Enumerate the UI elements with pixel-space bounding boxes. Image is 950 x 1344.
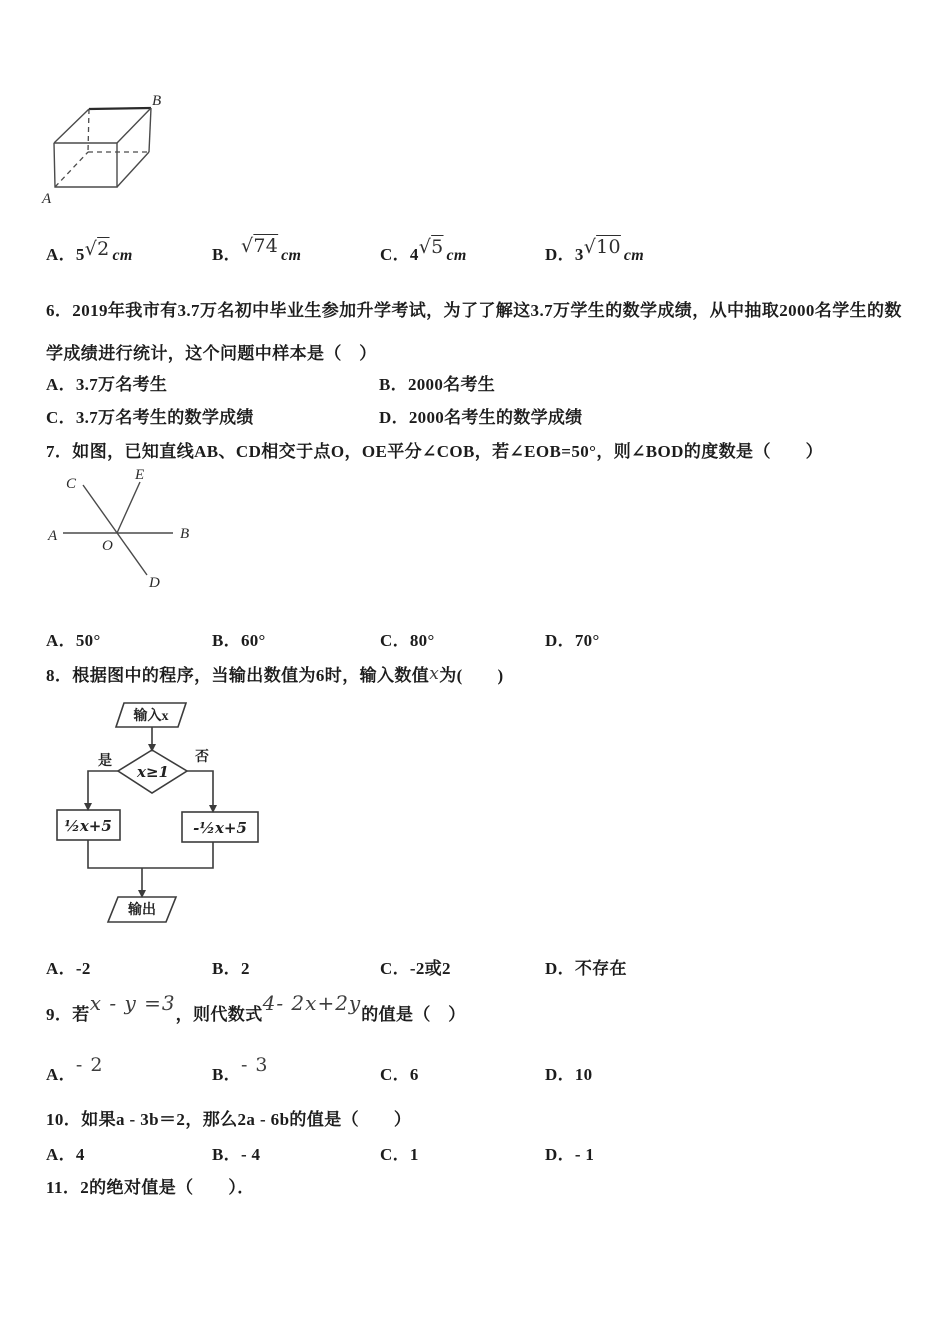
q8-text (46, 661, 504, 686)
q8-option-a: A．-2 (46, 959, 91, 978)
q10-text: 10．如果a - 3b＝2，那么2a - 6b的值是（ ） (46, 1110, 412, 1129)
q5-option-c-coef: 4 (409, 245, 419, 264)
q5-option-b (212, 235, 302, 265)
q5-option-a-coef: 5 (75, 245, 85, 264)
cuboid-vertex-b-label: B (152, 93, 162, 109)
q9-text-p1: 9．若 (46, 1005, 90, 1024)
flow-output-label: 输出 (128, 903, 156, 918)
q6-text-line1: 6．2019年我市有3.7万名初中毕业生参加升学考试，为了了解这3.7万学生的数学成绩，从中抽取2000名学生的数 (46, 301, 902, 320)
q6-text-line2: 学成绩进行统计，这个问题中样本是（ ） (46, 344, 377, 363)
q9-math-expression: 4- 2x+2y (262, 991, 362, 1015)
q9-option-a-letter: A． (46, 1065, 76, 1084)
q5-option-b-sqrt: √74 (240, 235, 279, 257)
q10-option-b: B．- 4 (212, 1145, 261, 1164)
q5-option-b-unit: cm (281, 247, 302, 264)
q8-option-c: C．-2或2 (380, 959, 451, 978)
q5-option-d (545, 236, 645, 265)
q5-option-c-letter: C． (380, 245, 410, 264)
q5-option-a (46, 240, 133, 265)
q9-option-b-value: - 3 (240, 1054, 269, 1076)
q5-option-a-sqrt: √2 (84, 238, 110, 260)
q5-option-d-unit: cm (623, 247, 645, 264)
program-flowchart (50, 695, 280, 940)
q8-option-b: B．2 (212, 959, 250, 978)
q7-option-a: A．50° (46, 631, 101, 650)
q7-option-d: D．70° (545, 631, 600, 650)
q9-option-d: D．10 (545, 1065, 593, 1084)
q9-text-p2: ，则代数式 (175, 1005, 263, 1024)
q8-option-d: D．不存在 (545, 959, 627, 978)
q8-text-after: 为( ) (439, 666, 504, 685)
q5-option-d-coef: 3 (574, 245, 584, 264)
q6-option-c: C．3.7万名考生的数学成绩 (46, 408, 254, 427)
q5-option-c (380, 236, 467, 265)
q9-option-c: C．6 (380, 1065, 419, 1084)
q11-text: 11．2的绝对值是（ ）． (46, 1178, 255, 1197)
q5-option-a-unit: cm (112, 247, 133, 264)
q10-option-d: D．- 1 (545, 1145, 595, 1164)
q6-option-b: B．2000名考生 (379, 375, 496, 394)
q7-label-o: O (102, 538, 113, 554)
q9-option-b (212, 1054, 269, 1085)
cuboid-vertex-a-label: A (42, 191, 52, 207)
q5-option-c-sqrt: √5 (418, 236, 444, 258)
q7-label-a: A (48, 528, 58, 544)
q5-option-d-letter: D． (545, 245, 575, 264)
q8-text-var-x: x (429, 664, 440, 684)
q5-option-d-sqrt: √10 (583, 236, 621, 258)
q8-text-before: 8．根据图中的程序，当输出数值为6时，输入数值 (46, 666, 430, 685)
intersecting-lines-figure (40, 465, 280, 605)
q9-option-a-value: - 2 (75, 1054, 104, 1076)
flow-right-formula: -½x+5 (193, 819, 247, 837)
q6-option-d: D．2000名考生的数学成绩 (379, 408, 583, 427)
q6-option-a: A．3.7万名考生 (46, 375, 168, 394)
q7-label-b: B (180, 526, 190, 542)
q7-option-b: B．60° (212, 631, 266, 650)
q7-text: 7．如图，已知直线AB、CD相交于点O，OE平分∠COB，若∠EOB=50°，则∠BOD的度数是（ ） (46, 442, 824, 461)
flow-condition-label: x≥1 (137, 763, 169, 781)
q9-option-a (46, 1054, 104, 1085)
q10-option-c: C．1 (380, 1145, 419, 1164)
q9-option-b-letter: B． (212, 1065, 241, 1084)
flow-yes-label: 是 (98, 754, 112, 769)
q7-label-e: E (135, 467, 145, 483)
flow-input-label: 输入x (133, 709, 169, 724)
q7-label-c: C (66, 476, 77, 492)
q9-text (46, 991, 466, 1025)
q9-math-condition: x - y =3 (89, 991, 176, 1015)
q7-option-c: C．80° (380, 631, 435, 650)
q5-option-b-letter: B． (212, 245, 241, 264)
flow-left-formula: ½x+5 (64, 817, 112, 835)
q5-option-a-letter: A． (46, 245, 76, 264)
flow-no-label: 否 (195, 750, 209, 765)
cuboid-figure (40, 95, 190, 215)
q5-option-c-unit: cm (446, 247, 467, 264)
q10-option-a: A．4 (46, 1145, 85, 1164)
q7-label-d: D (149, 575, 160, 591)
q9-text-p3: 的值是（ ） (361, 1005, 466, 1024)
